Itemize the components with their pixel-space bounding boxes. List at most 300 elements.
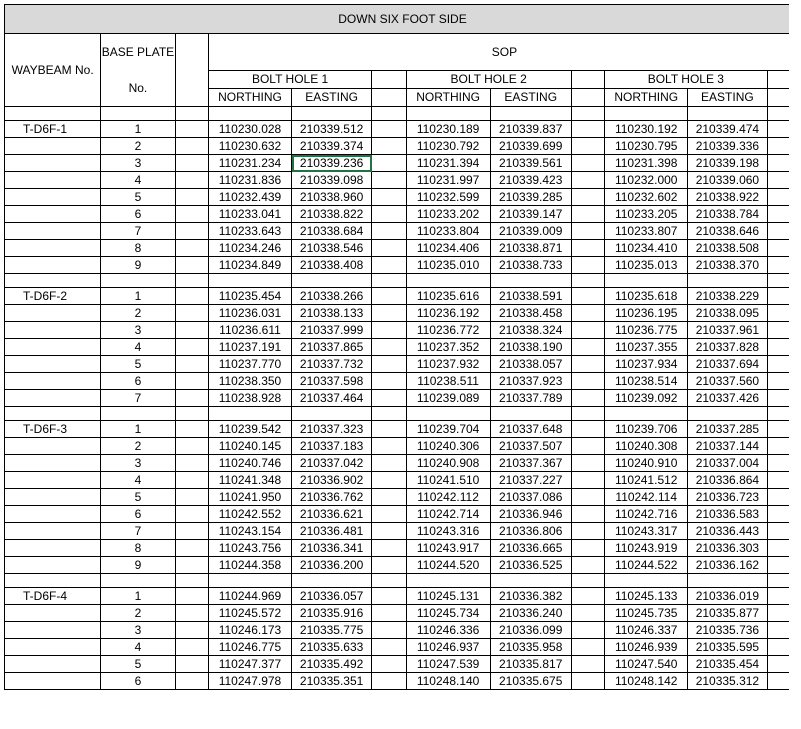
empty-cell[interactable]: [175, 588, 208, 605]
bh3-northing-cell[interactable]: 110245.735: [605, 605, 688, 622]
bh3-northing-cell[interactable]: 110243.317: [605, 523, 688, 540]
bh1-northing-cell[interactable]: 110233.643: [208, 223, 291, 240]
bh3-northing-cell[interactable]: 110240.910: [605, 455, 688, 472]
bh1-easting-cell[interactable]: 210336.902: [292, 472, 372, 489]
empty-cell[interactable]: [175, 506, 208, 523]
empty-cell[interactable]: [372, 438, 406, 455]
empty-cell[interactable]: [571, 390, 604, 407]
bh3-northing-cell[interactable]: 110239.706: [605, 421, 688, 438]
bh3-easting-cell[interactable]: 210336.162: [688, 557, 767, 574]
bh2-northing-cell[interactable]: 110232.599: [406, 189, 490, 206]
bh1-northing-cell[interactable]: 110236.611: [208, 322, 291, 339]
empty-cell[interactable]: [372, 206, 406, 223]
bh1-northing-cell[interactable]: 110244.358: [208, 557, 291, 574]
bh1-northing-cell[interactable]: 110236.031: [208, 305, 291, 322]
empty-cell[interactable]: [208, 107, 291, 121]
bh3-northing-cell[interactable]: 110231.398: [605, 155, 688, 172]
empty-cell[interactable]: [292, 574, 372, 588]
empty-cell[interactable]: [292, 274, 372, 288]
bh1-northing-cell[interactable]: 110243.154: [208, 523, 291, 540]
bh1-easting-cell[interactable]: 210338.684: [292, 223, 372, 240]
empty-cell[interactable]: [372, 356, 406, 373]
plate-number-cell[interactable]: 8: [101, 540, 175, 557]
bh3-northing-cell[interactable]: 110236.775: [605, 322, 688, 339]
bh2-easting-cell[interactable]: 210339.285: [490, 189, 571, 206]
plate-number-cell[interactable]: 7: [101, 223, 175, 240]
plate-number-cell[interactable]: 1: [101, 421, 175, 438]
empty-cell[interactable]: [571, 574, 604, 588]
bh1-northing-cell[interactable]: 110234.849: [208, 257, 291, 274]
empty-cell[interactable]: [571, 489, 604, 506]
plate-number-cell[interactable]: 9: [101, 557, 175, 574]
empty-cell[interactable]: [175, 540, 208, 557]
empty-cell[interactable]: [605, 407, 688, 421]
bh3-easting-cell[interactable]: 210339.198: [688, 155, 767, 172]
empty-cell[interactable]: [175, 673, 208, 690]
bh3-northing-cell[interactable]: 110247.540: [605, 656, 688, 673]
bh3-easting-cell[interactable]: 210337.004: [688, 455, 767, 472]
bh3-northing-cell[interactable]: 110235.013: [605, 257, 688, 274]
empty-cell[interactable]: [372, 588, 406, 605]
plate-number-cell[interactable]: 5: [101, 489, 175, 506]
empty-cell[interactable]: [175, 455, 208, 472]
bh2-northing-cell[interactable]: 110243.316: [406, 523, 490, 540]
plate-number-cell[interactable]: 1: [101, 121, 175, 138]
bh2-easting-cell[interactable]: 210338.190: [490, 339, 571, 356]
empty-cell[interactable]: [571, 540, 604, 557]
empty-cell[interactable]: [5, 189, 101, 206]
bh3-easting-cell[interactable]: 210336.303: [688, 540, 767, 557]
empty-cell[interactable]: [175, 339, 208, 356]
bh3-easting-cell[interactable]: 210337.285: [688, 421, 767, 438]
bh2-northing-cell[interactable]: 110230.792: [406, 138, 490, 155]
bh3-easting-cell[interactable]: 210337.560: [688, 373, 767, 390]
bh2-northing-cell[interactable]: 110233.202: [406, 206, 490, 223]
empty-cell[interactable]: [571, 288, 604, 305]
empty-cell[interactable]: [5, 557, 101, 574]
empty-cell[interactable]: [5, 523, 101, 540]
bh1-northing-cell[interactable]: 110232.439: [208, 189, 291, 206]
bh3-easting-cell[interactable]: 210336.723: [688, 489, 767, 506]
bh3-easting-cell[interactable]: 210338.095: [688, 305, 767, 322]
empty-cell[interactable]: [5, 622, 101, 639]
empty-cell[interactable]: [372, 540, 406, 557]
bh2-easting-cell[interactable]: 210337.923: [490, 373, 571, 390]
bh1-easting-cell[interactable]: 210335.351: [292, 673, 372, 690]
bh2-northing-cell[interactable]: 110234.406: [406, 240, 490, 257]
bh2-northing-cell[interactable]: 110239.089: [406, 390, 490, 407]
empty-cell[interactable]: [101, 407, 175, 421]
bh1-easting-cell[interactable]: 210338.546: [292, 240, 372, 257]
empty-cell[interactable]: [490, 107, 571, 121]
empty-cell[interactable]: [292, 107, 372, 121]
empty-cell[interactable]: [5, 356, 101, 373]
empty-cell[interactable]: [490, 407, 571, 421]
empty-cell[interactable]: [101, 574, 175, 588]
bolt-hole-3-header[interactable]: BOLT HOLE 3: [605, 71, 767, 89]
empty-cell[interactable]: [571, 240, 604, 257]
bh3-easting-cell[interactable]: 210335.454: [688, 656, 767, 673]
bh2-easting-cell[interactable]: 210338.591: [490, 288, 571, 305]
empty-cell[interactable]: [175, 622, 208, 639]
bh3-northing-cell[interactable]: 110239.092: [605, 390, 688, 407]
empty-cell[interactable]: [571, 673, 604, 690]
empty-cell[interactable]: [372, 223, 406, 240]
empty-cell[interactable]: [406, 574, 490, 588]
easting-header[interactable]: EASTING: [688, 89, 767, 107]
empty-cell[interactable]: [5, 223, 101, 240]
empty-cell[interactable]: [372, 322, 406, 339]
empty-cell[interactable]: [688, 107, 767, 121]
bh2-easting-cell[interactable]: 210336.099: [490, 622, 571, 639]
bh3-northing-cell[interactable]: 110236.195: [605, 305, 688, 322]
empty-cell[interactable]: [5, 305, 101, 322]
empty-cell[interactable]: [208, 407, 291, 421]
empty-cell[interactable]: [372, 172, 406, 189]
empty-cell[interactable]: [175, 356, 208, 373]
plate-number-cell[interactable]: 2: [101, 438, 175, 455]
plate-number-cell[interactable]: 3: [101, 455, 175, 472]
empty-cell[interactable]: [175, 322, 208, 339]
bh3-northing-cell[interactable]: 110248.142: [605, 673, 688, 690]
bh3-northing-cell[interactable]: 110232.000: [605, 172, 688, 189]
plate-number-cell[interactable]: 5: [101, 356, 175, 373]
empty-cell[interactable]: [372, 506, 406, 523]
empty-cell[interactable]: [5, 322, 101, 339]
bh3-northing-cell[interactable]: 110230.795: [605, 138, 688, 155]
bh3-easting-cell[interactable]: 210336.864: [688, 472, 767, 489]
bh2-northing-cell[interactable]: 110235.010: [406, 257, 490, 274]
plate-number-cell[interactable]: 3: [101, 155, 175, 172]
empty-cell[interactable]: [406, 107, 490, 121]
bh1-easting-cell[interactable]: 210336.341: [292, 540, 372, 557]
bh1-northing-cell[interactable]: 110244.969: [208, 588, 291, 605]
bh3-easting-cell[interactable]: 210337.144: [688, 438, 767, 455]
bh3-northing-cell[interactable]: 110246.939: [605, 639, 688, 656]
bh2-northing-cell[interactable]: 110230.189: [406, 121, 490, 138]
bh2-northing-cell[interactable]: 110246.336: [406, 622, 490, 639]
empty-cell[interactable]: [5, 373, 101, 390]
bh2-northing-cell[interactable]: 110248.140: [406, 673, 490, 690]
bh2-easting-cell[interactable]: 210338.871: [490, 240, 571, 257]
empty-cell[interactable]: [490, 274, 571, 288]
empty-cell[interactable]: [490, 574, 571, 588]
plate-number-cell[interactable]: 2: [101, 138, 175, 155]
bh3-easting-cell[interactable]: 210338.646: [688, 223, 767, 240]
empty-cell[interactable]: [208, 274, 291, 288]
bh3-northing-cell[interactable]: 110232.602: [605, 189, 688, 206]
bh3-easting-cell[interactable]: 210336.019: [688, 588, 767, 605]
spacer-cell[interactable]: [571, 89, 604, 107]
empty-cell[interactable]: [372, 121, 406, 138]
empty-cell[interactable]: [688, 407, 767, 421]
bh1-northing-cell[interactable]: 110241.348: [208, 472, 291, 489]
bh1-northing-cell[interactable]: 110247.377: [208, 656, 291, 673]
bh3-easting-cell[interactable]: 210335.877: [688, 605, 767, 622]
bh3-northing-cell[interactable]: 110242.716: [605, 506, 688, 523]
bh1-easting-cell[interactable]: 210338.960: [292, 189, 372, 206]
bh1-northing-cell[interactable]: 110230.632: [208, 138, 291, 155]
northing-header[interactable]: NORTHING: [208, 89, 291, 107]
empty-cell[interactable]: [175, 523, 208, 540]
bh2-northing-cell[interactable]: 110236.772: [406, 322, 490, 339]
bh2-northing-cell[interactable]: 110242.112: [406, 489, 490, 506]
plate-number-cell[interactable]: 5: [101, 656, 175, 673]
bh3-northing-cell[interactable]: 110237.355: [605, 339, 688, 356]
bh1-northing-cell[interactable]: 110241.950: [208, 489, 291, 506]
spacer-cell[interactable]: [175, 34, 208, 107]
bh1-easting-cell[interactable]: 210337.042: [292, 455, 372, 472]
empty-cell[interactable]: [372, 305, 406, 322]
bh1-northing-cell[interactable]: 110240.145: [208, 438, 291, 455]
empty-cell[interactable]: [5, 455, 101, 472]
empty-cell[interactable]: [372, 421, 406, 438]
empty-cell[interactable]: [5, 506, 101, 523]
bh3-northing-cell[interactable]: 110237.934: [605, 356, 688, 373]
bh3-easting-cell[interactable]: 210338.370: [688, 257, 767, 274]
spacer-cell[interactable]: [372, 71, 406, 89]
empty-cell[interactable]: [571, 155, 604, 172]
empty-cell[interactable]: [372, 622, 406, 639]
empty-cell[interactable]: [175, 373, 208, 390]
bh1-easting-cell[interactable]: 210335.492: [292, 656, 372, 673]
empty-cell[interactable]: [571, 407, 604, 421]
bh2-northing-cell[interactable]: 110231.394: [406, 155, 490, 172]
sheet-title[interactable]: DOWN SIX FOOT SIDE: [5, 5, 801, 34]
plate-number-cell[interactable]: 6: [101, 206, 175, 223]
empty-cell[interactable]: [372, 557, 406, 574]
bh1-easting-cell[interactable]: 210336.621: [292, 506, 372, 523]
bh3-northing-cell[interactable]: 110246.337: [605, 622, 688, 639]
easting-header[interactable]: EASTING: [490, 89, 571, 107]
bh3-easting-cell[interactable]: 210337.961: [688, 322, 767, 339]
empty-cell[interactable]: [175, 390, 208, 407]
bh3-northing-cell[interactable]: 110234.410: [605, 240, 688, 257]
bh1-easting-cell[interactable]: 210339.512: [292, 121, 372, 138]
bh2-northing-cell[interactable]: 110238.511: [406, 373, 490, 390]
bh1-easting-cell[interactable]: 210337.323: [292, 421, 372, 438]
empty-cell[interactable]: [5, 155, 101, 172]
bh1-northing-cell[interactable]: 110237.770: [208, 356, 291, 373]
empty-cell[interactable]: [571, 622, 604, 639]
bh2-easting-cell[interactable]: 210339.423: [490, 172, 571, 189]
bh3-easting-cell[interactable]: 210335.312: [688, 673, 767, 690]
easting-header[interactable]: EASTING: [292, 89, 372, 107]
empty-cell[interactable]: [571, 339, 604, 356]
empty-cell[interactable]: [175, 274, 208, 288]
bh3-easting-cell[interactable]: 210337.694: [688, 356, 767, 373]
empty-cell[interactable]: [372, 639, 406, 656]
empty-cell[interactable]: [175, 240, 208, 257]
empty-cell[interactable]: [372, 605, 406, 622]
empty-cell[interactable]: [571, 107, 604, 121]
bh1-northing-cell[interactable]: 110246.775: [208, 639, 291, 656]
northing-header[interactable]: NORTHING: [605, 89, 688, 107]
empty-cell[interactable]: [5, 274, 101, 288]
bh1-easting-cell[interactable]: 210339.374: [292, 138, 372, 155]
bh2-easting-cell[interactable]: 210335.675: [490, 673, 571, 690]
empty-cell[interactable]: [571, 557, 604, 574]
bh2-easting-cell[interactable]: 210336.382: [490, 588, 571, 605]
bh3-northing-cell[interactable]: 110230.192: [605, 121, 688, 138]
empty-cell[interactable]: [5, 574, 101, 588]
empty-cell[interactable]: [571, 373, 604, 390]
plate-number-cell[interactable]: 7: [101, 523, 175, 540]
empty-cell[interactable]: [571, 639, 604, 656]
spacer-cell[interactable]: [372, 89, 406, 107]
bh1-easting-cell[interactable]: 210338.133: [292, 305, 372, 322]
bh1-easting-cell[interactable]: 210338.822: [292, 206, 372, 223]
plate-number-cell[interactable]: 6: [101, 506, 175, 523]
plate-number-cell[interactable]: 4: [101, 339, 175, 356]
bh1-northing-cell[interactable]: 110235.454: [208, 288, 291, 305]
bh2-easting-cell[interactable]: 210339.009: [490, 223, 571, 240]
bh2-easting-cell[interactable]: 210336.665: [490, 540, 571, 557]
bh3-northing-cell[interactable]: 110241.512: [605, 472, 688, 489]
empty-cell[interactable]: [571, 356, 604, 373]
bh3-easting-cell[interactable]: 210338.508: [688, 240, 767, 257]
waybeam-cell[interactable]: T-D6F-4: [5, 588, 101, 605]
empty-cell[interactable]: [372, 373, 406, 390]
bh2-easting-cell[interactable]: 210336.806: [490, 523, 571, 540]
empty-cell[interactable]: [175, 407, 208, 421]
plate-number-cell[interactable]: 4: [101, 172, 175, 189]
bh2-northing-cell[interactable]: 110246.937: [406, 639, 490, 656]
bh2-northing-cell[interactable]: 110236.192: [406, 305, 490, 322]
empty-cell[interactable]: [571, 605, 604, 622]
bh2-easting-cell[interactable]: 210339.837: [490, 121, 571, 138]
bh2-northing-cell[interactable]: 110237.352: [406, 339, 490, 356]
empty-cell[interactable]: [372, 138, 406, 155]
bh2-easting-cell[interactable]: 210338.324: [490, 322, 571, 339]
empty-cell[interactable]: [175, 223, 208, 240]
empty-cell[interactable]: [175, 605, 208, 622]
bh2-easting-cell[interactable]: 210339.561: [490, 155, 571, 172]
empty-cell[interactable]: [372, 489, 406, 506]
empty-cell[interactable]: [571, 257, 604, 274]
empty-cell[interactable]: [372, 656, 406, 673]
empty-cell[interactable]: [175, 155, 208, 172]
empty-cell[interactable]: [605, 107, 688, 121]
bolt-hole-2-header[interactable]: BOLT HOLE 2: [406, 71, 571, 89]
bh1-northing-cell[interactable]: 110234.246: [208, 240, 291, 257]
empty-cell[interactable]: [5, 172, 101, 189]
bh2-northing-cell[interactable]: 110240.908: [406, 455, 490, 472]
empty-cell[interactable]: [372, 407, 406, 421]
bh3-northing-cell[interactable]: 110233.205: [605, 206, 688, 223]
bh3-northing-cell[interactable]: 110235.618: [605, 288, 688, 305]
bh3-easting-cell[interactable]: 210339.060: [688, 172, 767, 189]
empty-cell[interactable]: [175, 472, 208, 489]
bh2-easting-cell[interactable]: 210337.086: [490, 489, 571, 506]
empty-cell[interactable]: [175, 172, 208, 189]
base-plate-header[interactable]: BASE PLATE No.: [101, 34, 175, 107]
bh2-northing-cell[interactable]: 110243.917: [406, 540, 490, 557]
bh3-northing-cell[interactable]: 110240.308: [605, 438, 688, 455]
empty-cell[interactable]: [406, 274, 490, 288]
plate-number-cell[interactable]: 3: [101, 322, 175, 339]
empty-cell[interactable]: [372, 339, 406, 356]
bh2-easting-cell[interactable]: 210337.648: [490, 421, 571, 438]
empty-cell[interactable]: [571, 588, 604, 605]
bh3-easting-cell[interactable]: 210339.474: [688, 121, 767, 138]
empty-cell[interactable]: [175, 206, 208, 223]
empty-cell[interactable]: [5, 639, 101, 656]
empty-cell[interactable]: [571, 421, 604, 438]
empty-cell[interactable]: [175, 438, 208, 455]
plate-number-cell[interactable]: 2: [101, 605, 175, 622]
empty-cell[interactable]: [571, 138, 604, 155]
bh1-easting-cell[interactable]: 210336.057: [292, 588, 372, 605]
bh1-northing-cell[interactable]: 110231.234: [208, 155, 291, 172]
bh1-northing-cell[interactable]: 110240.746: [208, 455, 291, 472]
bh2-northing-cell[interactable]: 110244.520: [406, 557, 490, 574]
empty-cell[interactable]: [571, 206, 604, 223]
bh2-easting-cell[interactable]: 210338.057: [490, 356, 571, 373]
bh2-easting-cell[interactable]: 210335.958: [490, 639, 571, 656]
empty-cell[interactable]: [372, 155, 406, 172]
empty-cell[interactable]: [175, 574, 208, 588]
plate-number-cell[interactable]: 8: [101, 240, 175, 257]
bh1-northing-cell[interactable]: 110243.756: [208, 540, 291, 557]
empty-cell[interactable]: [175, 189, 208, 206]
bh2-northing-cell[interactable]: 110240.306: [406, 438, 490, 455]
bh2-northing-cell[interactable]: 110242.714: [406, 506, 490, 523]
bh3-easting-cell[interactable]: 210337.426: [688, 390, 767, 407]
empty-cell[interactable]: [571, 455, 604, 472]
bh2-easting-cell[interactable]: 210339.699: [490, 138, 571, 155]
plate-number-cell[interactable]: 1: [101, 288, 175, 305]
empty-cell[interactable]: [5, 107, 101, 121]
empty-cell[interactable]: [5, 489, 101, 506]
empty-cell[interactable]: [571, 172, 604, 189]
empty-cell[interactable]: [372, 107, 406, 121]
bh3-northing-cell[interactable]: 110238.514: [605, 373, 688, 390]
empty-cell[interactable]: [292, 407, 372, 421]
bh2-northing-cell[interactable]: 110247.539: [406, 656, 490, 673]
bh1-easting-cell[interactable]: 210339.098: [292, 172, 372, 189]
bh3-easting-cell[interactable]: 210338.229: [688, 288, 767, 305]
plate-number-cell[interactable]: 6: [101, 373, 175, 390]
bh1-easting-cell[interactable]: 210338.266: [292, 288, 372, 305]
bh2-easting-cell[interactable]: 210338.733: [490, 257, 571, 274]
waybeam-header[interactable]: WAYBEAM No.: [5, 34, 101, 107]
empty-cell[interactable]: [372, 472, 406, 489]
empty-cell[interactable]: [605, 274, 688, 288]
bh2-easting-cell[interactable]: 210337.227: [490, 472, 571, 489]
bh1-northing-cell[interactable]: 110231.836: [208, 172, 291, 189]
empty-cell[interactable]: [5, 257, 101, 274]
empty-cell[interactable]: [175, 121, 208, 138]
bh1-easting-cell[interactable]: 210335.633: [292, 639, 372, 656]
bh2-easting-cell[interactable]: 210336.240: [490, 605, 571, 622]
empty-cell[interactable]: [571, 305, 604, 322]
bh2-easting-cell[interactable]: 210337.507: [490, 438, 571, 455]
bh1-northing-cell[interactable]: 110246.173: [208, 622, 291, 639]
empty-cell[interactable]: [372, 673, 406, 690]
bh1-easting-cell[interactable]: 210336.200: [292, 557, 372, 574]
bh2-easting-cell[interactable]: 210338.458: [490, 305, 571, 322]
plate-number-cell[interactable]: 2: [101, 305, 175, 322]
empty-cell[interactable]: [372, 288, 406, 305]
bh3-easting-cell[interactable]: 210338.922: [688, 189, 767, 206]
bh2-northing-cell[interactable]: 110237.932: [406, 356, 490, 373]
empty-cell[interactable]: [5, 656, 101, 673]
bh2-northing-cell[interactable]: 110233.804: [406, 223, 490, 240]
empty-cell[interactable]: [571, 438, 604, 455]
plate-number-cell[interactable]: 4: [101, 472, 175, 489]
empty-cell[interactable]: [406, 407, 490, 421]
